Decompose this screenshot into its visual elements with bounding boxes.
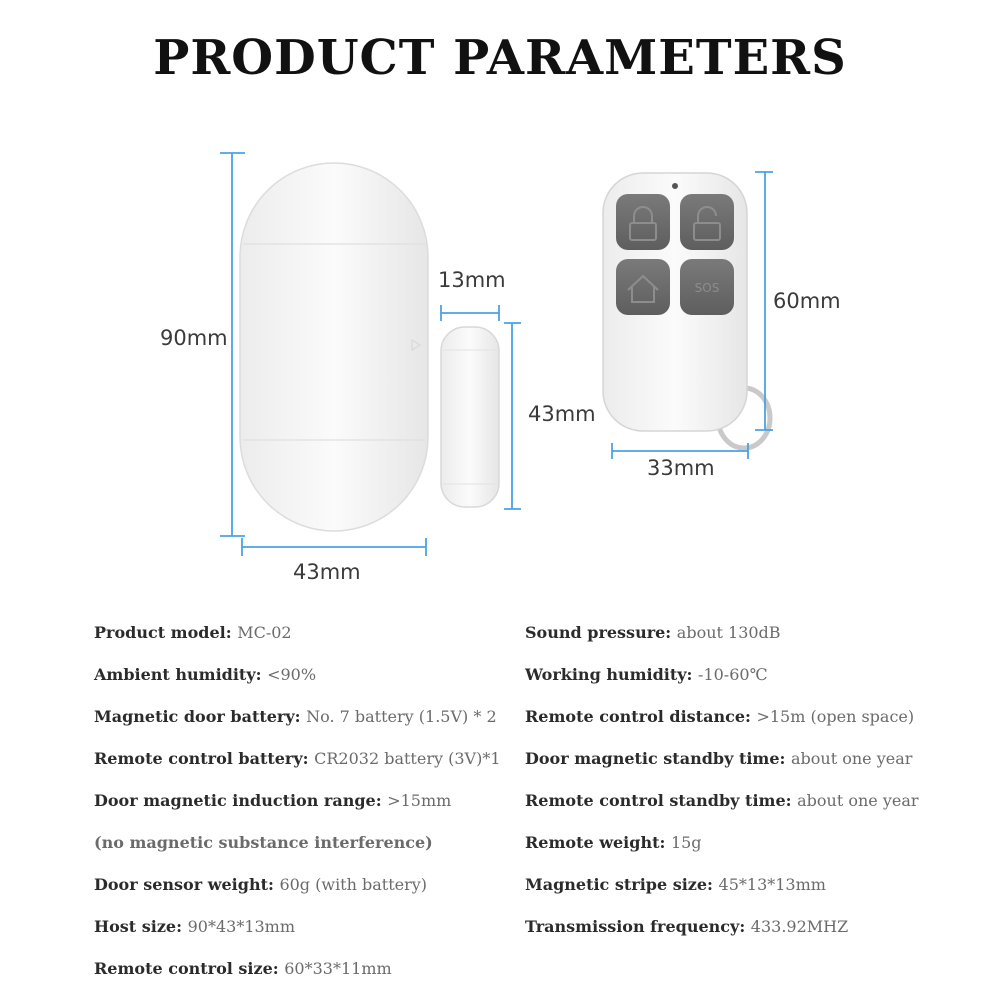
spec-label: Remote control size: [94, 959, 285, 978]
spec-row [94, 830, 501, 872]
spec-label: Magnetic door battery: [94, 707, 307, 726]
magnet-width-label: 13mm [438, 268, 506, 292]
spec-value: 45*13*13mm [718, 875, 826, 894]
spec-row [525, 704, 919, 746]
spec-label: Door sensor weight: [94, 875, 280, 894]
door-magnet [441, 327, 499, 507]
spec-label: Door magnetic standby time: [525, 749, 791, 768]
spec-value: <90% [267, 665, 317, 684]
specs-right-column [525, 620, 919, 956]
spec-row [94, 746, 501, 788]
spec-row [94, 956, 501, 998]
spec-value: about 130dB [676, 623, 781, 642]
spec-value: 90*43*13mm [187, 917, 296, 936]
spec-label: Remote control standby time: [525, 791, 798, 810]
spec-label: Host size: [94, 917, 188, 936]
host-height-label: 90mm [160, 326, 228, 350]
spec-label: Transmission frequency: [525, 917, 751, 936]
home-button [616, 259, 670, 315]
spec-label: Remote control battery: [94, 749, 315, 768]
spec-value: about one year [791, 749, 913, 768]
spec-row [525, 914, 919, 956]
spec-row [525, 872, 919, 914]
spec-value: CR2032 battery (3V)*1 [314, 749, 501, 768]
spec-row [94, 620, 501, 662]
door-sensor-host [240, 163, 428, 531]
spec-label: Door magnetic induction range: [94, 791, 388, 810]
spec-value: >15m (open space) [756, 707, 915, 726]
host-width-label: 43mm [293, 560, 361, 584]
spec-label: Sound pressure: [525, 623, 677, 642]
spec-row [525, 746, 919, 788]
spec-row [94, 872, 501, 914]
spec-label: Working humidity: [525, 665, 699, 684]
spec-row [525, 662, 919, 704]
spec-value: (no magnetic substance interference) [94, 833, 433, 852]
spec-value: No. 7 battery (1.5V) * 2 [306, 707, 497, 726]
remote-width-label: 33mm [647, 456, 715, 480]
spec-value: 60*33*11mm [284, 959, 392, 978]
spec-value: -10-60℃ [698, 665, 768, 684]
spec-value: MC-02 [237, 623, 292, 642]
spec-row [94, 788, 501, 830]
spec-value: about one year [797, 791, 919, 810]
spec-label: Remote control distance: [525, 707, 757, 726]
spec-row [94, 704, 501, 746]
spec-label: Remote weight: [525, 833, 671, 852]
spec-row [525, 620, 919, 662]
page-title: PRODUCT PARAMETERS [153, 30, 847, 86]
spec-value: 433.92MHZ [750, 917, 849, 936]
spec-row [94, 662, 501, 704]
spec-row [525, 830, 919, 872]
spec-row [94, 914, 501, 956]
sos-icon: SOS [694, 281, 720, 295]
remote-height-label: 60mm [773, 289, 841, 313]
spec-label: Magnetic stripe size: [525, 875, 719, 894]
spec-value: 15g [670, 833, 702, 852]
spec-value: >15mm [387, 791, 452, 810]
specs-left-column [94, 620, 501, 998]
magnet-height-label: 43mm [528, 402, 596, 426]
spec-value: 60g (with battery) [279, 875, 428, 894]
spec-label: Ambient humidity: [94, 665, 268, 684]
spec-row [525, 788, 919, 830]
spec-label: Product model: [94, 623, 238, 642]
